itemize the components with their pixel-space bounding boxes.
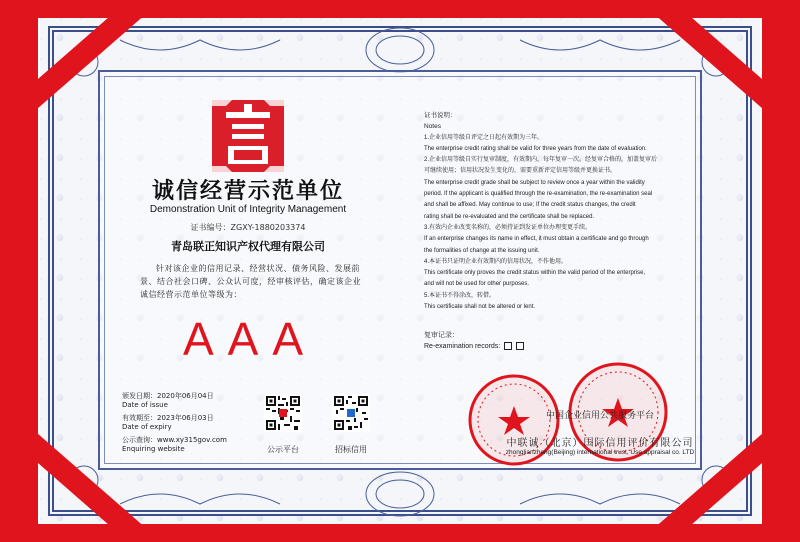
issuer-platform: 中国企业信用公共服务平台 <box>545 411 654 421</box>
notes-line: 3.有效内企业改变名称的，必须持证到发证单位办理变更手续。 <box>424 224 592 231</box>
website-label: 公示查询： <box>122 436 157 444</box>
notes-line: 2.企业信用等级自实行复审制度，有效期内，每年复审一次。经复审合格的，加盖复审后 <box>424 157 658 164</box>
qr-label-bidding-credit: 招标信用 <box>335 445 367 454</box>
issue-date-label: 颁发日期： <box>122 392 157 400</box>
notes-line: If an enterprise changes its name in effect, it must obtain a certificate and go through <box>424 236 649 243</box>
company-name: 青岛联正知识产权代理有限公司 <box>171 240 325 253</box>
notes-line: 5.本证书不得涂改，转借。 <box>424 292 496 299</box>
website-url: www.xy315gov.com <box>157 436 227 444</box>
issuer-organization: 中联诚（北京）国际信用评价有限公司 <box>506 438 694 449</box>
notes-line: rating shall be re-evaluated and the certificate shall be replaced. <box>424 213 595 220</box>
issuer-organization-en: zhonglianzheng(Beijing) international trust, Use appraisal co. LTD <box>505 449 695 456</box>
certificate-title: 诚信经营示范单位 <box>151 179 344 204</box>
qr-label-public-platform: 公示平台 <box>267 445 299 454</box>
notes-line: the formalities of change at the issuing unit. <box>424 247 540 254</box>
notes-line: The enterprise credit grade shall be subject to review once a year within the validity <box>424 179 645 186</box>
certificate-description: 针对该企业的信用记录、经营状况、债务风险、发展前景、结合社会口碑、公众认可度，经审核评估，确定该企业诚信经营示范单位等级为： <box>140 264 361 299</box>
notes-line: 1.企业信用等级自评定之日起有效期为三年。 <box>424 134 544 141</box>
notes-line: period. If the applicant is qualified through the re-examination, the re-examination seal <box>424 191 653 198</box>
notes-line: and shall be affixed. May continue to use; If the credit status changes, the credit <box>424 202 636 209</box>
issue-date: 2020年06月04日 <box>157 392 214 400</box>
notes-line: This certificate shall not be altered or lent. <box>424 304 536 311</box>
reexam-label-en: Re-examination records: <box>424 343 501 350</box>
notes-line: 可继续使用；信用状况发生变化的，需要重新评定信用等级并更换证书。 <box>424 168 617 175</box>
notes-line: and will not be used for other purposes. <box>424 281 530 288</box>
notes-line: This certificate only proves the credit status within the valid period of the enterprise, <box>424 270 646 277</box>
reexam-label: 复审记录： <box>424 332 459 339</box>
notes-line: 4.本证书只证明企业有效期内的信用状况，不作他用。 <box>424 258 568 265</box>
notes-line: The enterprise credit rating shall be valid for three years from the date of evaluation. <box>424 145 647 152</box>
expiry-date-label-en: Date of expiry <box>122 423 172 431</box>
notes-title-en: Notes <box>424 123 441 131</box>
certificate-number-label: 证书编号： <box>190 223 231 232</box>
website-label-en: Enquiring website <box>122 445 185 453</box>
certificate-title-en: Demonstration Unit of Integrity Management <box>149 204 347 215</box>
notes-title: 证书说明： <box>424 112 457 119</box>
expiry-date: 2023年06月03日 <box>157 414 214 422</box>
certificate-number-value: ZGXY-1880203374 <box>230 223 306 232</box>
expiry-date-label: 有效期至： <box>122 414 157 422</box>
issue-date-label-en: Date of issue <box>122 401 168 409</box>
credit-rating: AAA <box>182 313 318 365</box>
